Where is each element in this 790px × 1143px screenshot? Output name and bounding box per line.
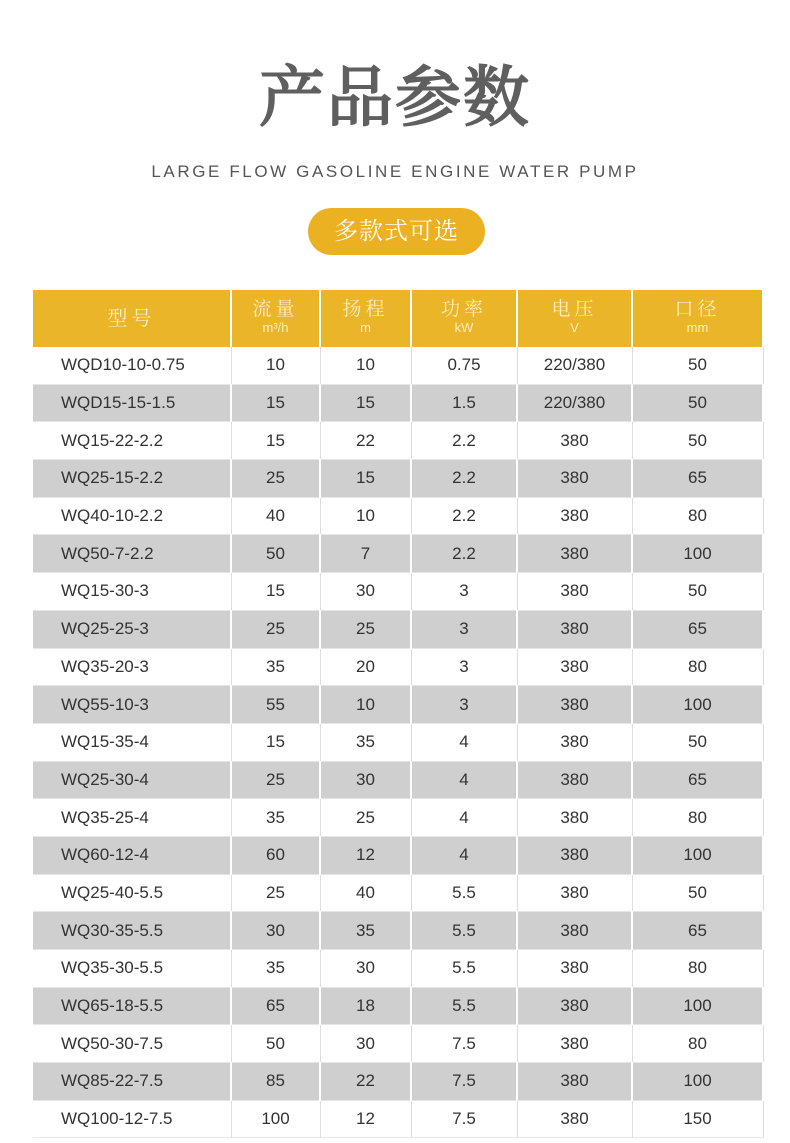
cell-model: WQ50-7-2.2 (33, 535, 231, 573)
column-unit: V (570, 319, 579, 335)
cell-flow: 35 (231, 950, 320, 988)
cell-voltage: 380 (517, 535, 632, 573)
cell-power: 3 (411, 648, 517, 686)
cell-head: 10 (320, 347, 411, 384)
cell-model: WQ25-25-3 (33, 610, 231, 648)
cell-flow: 30 (231, 912, 320, 950)
multiple-styles-badge: 多款式可选 (308, 208, 485, 255)
table-body (33, 347, 763, 1138)
table-row (33, 384, 763, 422)
column-unit: mm (686, 319, 709, 335)
cell-power: 3 (411, 686, 517, 724)
cell-voltage: 380 (517, 497, 632, 535)
cell-flow: 40 (231, 497, 320, 535)
cell-power: 1.5 (411, 384, 517, 422)
cell-flow: 35 (231, 648, 320, 686)
cell-model: WQ15-30-3 (33, 573, 231, 611)
cell-diameter: 80 (632, 497, 763, 535)
cell-diameter: 65 (632, 912, 763, 950)
cell-model: WQ50-30-7.5 (33, 1025, 231, 1063)
cell-diameter: 50 (632, 723, 763, 761)
column-header-diameter (632, 290, 763, 347)
cell-diameter: 100 (632, 686, 763, 724)
cell-head: 15 (320, 384, 411, 422)
cell-power: 0.75 (411, 347, 517, 384)
table-row (33, 535, 763, 573)
cell-flow: 15 (231, 384, 320, 422)
cell-power: 5.5 (411, 874, 517, 912)
cell-diameter: 150 (632, 1100, 763, 1138)
cell-model: WQD15-15-1.5 (33, 384, 231, 422)
column-label: 型号 (107, 307, 156, 330)
cell-power: 2.2 (411, 535, 517, 573)
cell-power: 2.2 (411, 422, 517, 460)
cell-power: 4 (411, 799, 517, 837)
cell-model: WQ15-22-2.2 (33, 422, 231, 460)
cell-diameter: 50 (632, 384, 763, 422)
cell-power: 7.5 (411, 1025, 517, 1063)
product-parameters-table (33, 290, 764, 1138)
table-row (33, 347, 763, 384)
cell-head: 10 (320, 686, 411, 724)
cell-flow: 85 (231, 1063, 320, 1101)
cell-head: 35 (320, 723, 411, 761)
column-label: 功率 (440, 298, 487, 320)
column-header-flow (231, 290, 320, 347)
cell-voltage: 380 (517, 723, 632, 761)
cell-flow: 50 (231, 535, 320, 573)
cell-voltage: 380 (517, 573, 632, 611)
cell-diameter: 80 (632, 950, 763, 988)
cell-diameter: 65 (632, 460, 763, 498)
cell-head: 30 (320, 1025, 411, 1063)
table-row (33, 460, 763, 498)
cell-diameter: 80 (632, 1025, 763, 1063)
cell-voltage: 380 (517, 799, 632, 837)
column-header-model (33, 290, 231, 347)
cell-diameter: 50 (632, 874, 763, 912)
cell-flow: 35 (231, 799, 320, 837)
table-row (33, 912, 763, 950)
cell-voltage: 380 (517, 950, 632, 988)
cell-voltage: 380 (517, 987, 632, 1025)
table-row (33, 761, 763, 799)
cell-voltage: 380 (517, 422, 632, 460)
cell-diameter: 100 (632, 836, 763, 874)
cell-head: 22 (320, 1063, 411, 1101)
cell-head: 20 (320, 648, 411, 686)
cell-model: WQ25-15-2.2 (33, 460, 231, 498)
table-row (33, 1100, 763, 1138)
table-row (33, 836, 763, 874)
cell-power: 2.2 (411, 460, 517, 498)
cell-model: WQ60-12-4 (33, 836, 231, 874)
table-row (33, 799, 763, 837)
column-label: 电压 (551, 298, 598, 320)
cell-head: 18 (320, 987, 411, 1025)
cell-model: WQ15-35-4 (33, 723, 231, 761)
table-row (33, 1063, 763, 1101)
cell-power: 3 (411, 610, 517, 648)
cell-voltage: 380 (517, 836, 632, 874)
cell-diameter: 50 (632, 347, 763, 384)
cell-model: WQ25-30-4 (33, 761, 231, 799)
column-unit: m³/h (262, 319, 289, 335)
cell-diameter: 65 (632, 761, 763, 799)
cell-flow: 60 (231, 836, 320, 874)
cell-model: WQ35-25-4 (33, 799, 231, 837)
cell-power: 4 (411, 761, 517, 799)
cell-power: 4 (411, 723, 517, 761)
cell-model: WQ100-12-7.5 (33, 1100, 231, 1138)
cell-diameter: 80 (632, 799, 763, 837)
cell-diameter: 50 (632, 422, 763, 460)
cell-model: WQ35-30-5.5 (33, 950, 231, 988)
cell-model: WQD10-10-0.75 (33, 347, 231, 384)
cell-model: WQ35-20-3 (33, 648, 231, 686)
table-row (33, 497, 763, 535)
cell-flow: 100 (231, 1100, 320, 1138)
cell-head: 25 (320, 799, 411, 837)
cell-voltage: 380 (517, 610, 632, 648)
column-header-power (411, 290, 517, 347)
cell-flow: 15 (231, 573, 320, 611)
cell-voltage: 380 (517, 1025, 632, 1063)
cell-voltage: 220/380 (517, 347, 632, 384)
column-unit: m (360, 319, 371, 335)
cell-flow: 25 (231, 874, 320, 912)
cell-power: 7.5 (411, 1100, 517, 1138)
cell-model: WQ55-10-3 (33, 686, 231, 724)
cell-diameter: 50 (632, 573, 763, 611)
cell-power: 2.2 (411, 497, 517, 535)
table-row (33, 648, 763, 686)
cell-flow: 55 (231, 686, 320, 724)
cell-model: WQ30-35-5.5 (33, 912, 231, 950)
page-title: 产品参数 (259, 59, 531, 136)
cell-power: 5.5 (411, 912, 517, 950)
cell-flow: 15 (231, 723, 320, 761)
table-row (33, 686, 763, 724)
cell-model: WQ65-18-5.5 (33, 987, 231, 1025)
cell-model: WQ40-10-2.2 (33, 497, 231, 535)
table-row (33, 874, 763, 912)
cell-diameter: 100 (632, 535, 763, 573)
cell-head: 30 (320, 573, 411, 611)
cell-voltage: 380 (517, 1100, 632, 1138)
cell-head: 7 (320, 535, 411, 573)
cell-power: 3 (411, 573, 517, 611)
column-header-head (320, 290, 411, 347)
cell-voltage: 380 (517, 912, 632, 950)
cell-diameter: 100 (632, 1063, 763, 1101)
cell-model: WQ85-22-7.5 (33, 1063, 231, 1101)
cell-head: 10 (320, 497, 411, 535)
cell-flow: 25 (231, 610, 320, 648)
table-row (33, 987, 763, 1025)
cell-voltage: 380 (517, 686, 632, 724)
table-header-row (33, 290, 763, 347)
cell-voltage: 380 (517, 648, 632, 686)
cell-voltage: 380 (517, 1063, 632, 1101)
column-header-voltage (517, 290, 632, 347)
cell-head: 35 (320, 912, 411, 950)
cell-head: 30 (320, 761, 411, 799)
cell-flow: 15 (231, 422, 320, 460)
cell-head: 22 (320, 422, 411, 460)
cell-power: 4 (411, 836, 517, 874)
cell-flow: 25 (231, 761, 320, 799)
cell-power: 7.5 (411, 1063, 517, 1101)
cell-voltage: 380 (517, 874, 632, 912)
cell-head: 15 (320, 460, 411, 498)
cell-power: 5.5 (411, 950, 517, 988)
column-unit: kW (454, 319, 474, 335)
column-label: 扬程 (342, 298, 389, 320)
cell-voltage: 380 (517, 761, 632, 799)
cell-head: 12 (320, 1100, 411, 1138)
table-row (33, 1025, 763, 1063)
cell-flow: 25 (231, 460, 320, 498)
cell-diameter: 80 (632, 648, 763, 686)
cell-head: 12 (320, 836, 411, 874)
column-label: 流量 (252, 298, 299, 320)
cell-power: 5.5 (411, 987, 517, 1025)
cell-flow: 50 (231, 1025, 320, 1063)
cell-flow: 65 (231, 987, 320, 1025)
table-row (33, 610, 763, 648)
cell-head: 30 (320, 950, 411, 988)
table-row (33, 950, 763, 988)
table-row (33, 573, 763, 611)
column-label: 口径 (674, 298, 721, 320)
cell-flow: 10 (231, 347, 320, 384)
cell-diameter: 65 (632, 610, 763, 648)
cell-head: 25 (320, 610, 411, 648)
page-subtitle: LARGE FLOW GASOLINE ENGINE WATER PUMP (151, 162, 639, 181)
cell-voltage: 380 (517, 460, 632, 498)
cell-voltage: 220/380 (517, 384, 632, 422)
table-row (33, 723, 763, 761)
cell-head: 40 (320, 874, 411, 912)
table-row (33, 422, 763, 460)
cell-model: WQ25-40-5.5 (33, 874, 231, 912)
cell-diameter: 100 (632, 987, 763, 1025)
